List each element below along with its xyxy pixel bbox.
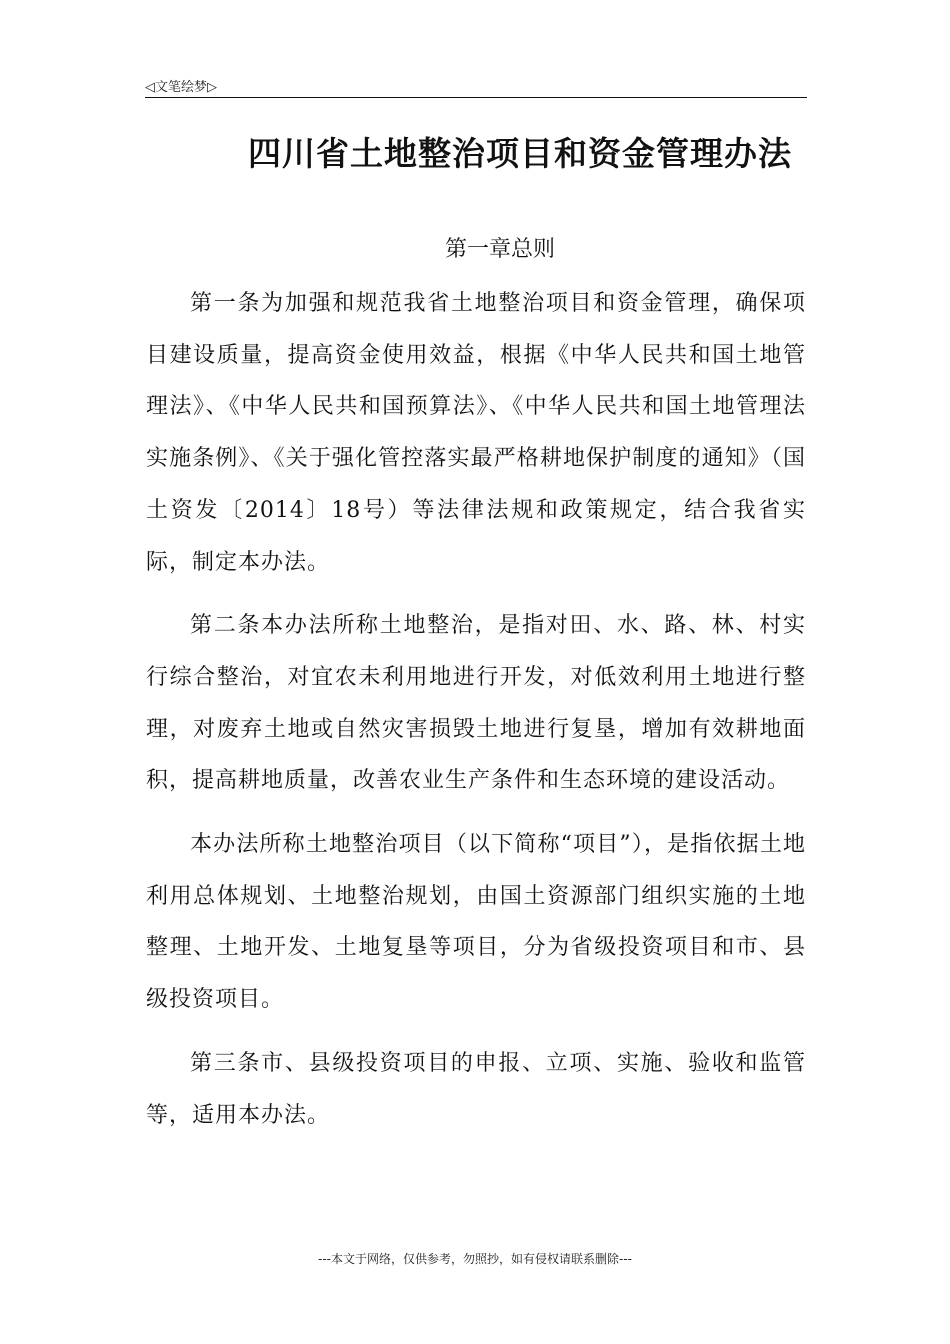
document-body — [146, 278, 806, 1141]
footer-notice: ---本文于网络，仅供参考，勿照抄，如有侵权请联系删除--- — [318, 1252, 632, 1266]
paragraph-article-3: 第三条市、县级投资项目的申报、立项、实施、验收和监管等，适用本办法。 — [146, 1050, 806, 1128]
paragraph-article-1: 第一条为加强和规范我省土地整治项目和资金管理，确保项目建设质量，提高资金使用效益，根据《中华人民共和国土地管理法》、《中华人民共和国预算法》、《中华人民共和国土地管理法实施条例》、《关于强化管控落实最严格耕地保护制度的通知》（国土资发〔2014〕18号）等法律法规和政策规定，结合我省实际，制定本办法。 — [146, 291, 806, 575]
chapter-heading: 第一章总则 — [444, 237, 555, 262]
paragraph-definition: 本办法所称土地整治项目（以下简称“项目”），是指依据土地利用总体规划、土地整治规划，由国土资源部门组织实施的土地整理、土地开发、土地复垦等项目，分为省级投资项目和市、县级投资项目。 — [146, 832, 806, 1013]
header-mark: ◁文笔绘梦▷ — [145, 80, 217, 95]
document-title: 四川省土地整治项目和资金管理办法 — [248, 134, 792, 173]
paragraph-article-2: 第二条本办法所称土地整治，是指对田、水、路、林、村实行综合整治，对宜农未利用地进行开发，对低效利用土地进行整理，对废弃土地或自然灾害损毁土地进行复垦，增加有效耕地面积，提高耕地质量，改善农业生产条件和生态环境的建设活动。 — [146, 613, 806, 794]
header-rule — [145, 97, 807, 98]
